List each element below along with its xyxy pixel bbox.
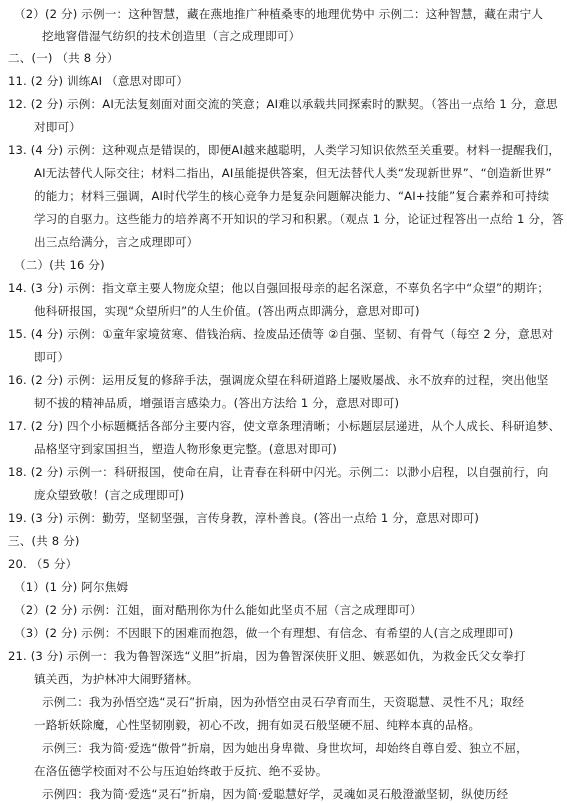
- text-line: 在洛伍德学校面对不公与压迫始终敢于反抗、绝不妥协。: [34, 764, 328, 778]
- answer-21: 21. (3 分) 示例一：我为鲁智深选“义胆”折扇，因为鲁智深侠肝义胆、嫉恶如仇，为救金氏父女拳打: [8, 649, 526, 663]
- answer-20-1: （1）(1 分) 阿尔焦姆: [14, 580, 129, 594]
- text-line: 韧不拔的精神品质，增强语言感染力。(答出方法给 1 分，意思对即可): [34, 396, 400, 410]
- answer-20-3: （3）(2 分) 示例：不因眼下的困难而抱怨，做一个有理想、有信念、有希望的人(言之成理即可): [14, 626, 514, 640]
- answer-14: 14. (3 分) 示例：指文章主要人物庞众望；他以自强回报母亲的起名深意，不辜负名字中“众望”的期许；: [8, 281, 550, 295]
- example-paragraph: 示例二：我为孙悟空选“灵石”折扇，因为孙悟空由灵石孕育而生，天资聪慧、灵性不凡；取经: [42, 695, 525, 709]
- answer-11: 11. (2 分) 训练AI （意思对即可）: [8, 74, 189, 88]
- answer-12: 12. (2 分) 示例：AI无法复刻面对面交流的笑意；AI难以承载共同探索时的默契。（答出一点给 1 分，意思: [8, 97, 558, 111]
- text-line: 挖地窨借湿气纺织的技术创造里（言之成理即可）: [42, 29, 301, 43]
- answer-17: 17. (2 分) 四个小标题概括各部分主要内容，使文章条理清晰；小标题层层递进，从个人成长、科研追梦、: [8, 419, 561, 433]
- text-line: 对即可）: [34, 120, 81, 134]
- text-line: （2）(2 分) 示例一：这种智慧，藏在燕地推广种植桑枣的地理优势中 示例二：这种智慧，藏在肃宁人: [14, 7, 544, 21]
- text-line: 品格坚守到家国担当，塑造人物形象更完整。(意思对即可): [34, 442, 337, 456]
- text-line: 镇关西，为护林冲大闹野猪林。: [34, 672, 199, 686]
- section-heading: 三、(共 8 分): [8, 534, 80, 548]
- text-line: 出三点给满分，言之成理即可）: [34, 235, 199, 249]
- section-heading: 二、(一) （共 8 分）: [8, 51, 119, 65]
- answer-20-2: （2）(2 分) 示例：江姐，面对酷刑你为什么能如此坚贞不屈（言之成理即可）: [14, 603, 422, 617]
- answer-18: 18. (2 分) 示例一：科研报国，使命在肩，让青春在科研中闪光。示例二：以渺小启程，以自强前行，向: [8, 465, 549, 479]
- text-line: 庞众望致敬！(言之成理即可): [34, 488, 185, 502]
- text-line: 学习的自驱力。这些能力的培养离不开知识的学习和积累。（观点 1 分，论证过程答出一点给 1 分，答: [34, 212, 564, 226]
- text-line: 他科研报国，实现“众望所归”的人生价值。(答出两点即满分，意思对即可): [34, 304, 420, 318]
- answer-13: 13. (4 分) 示例：这种观点是错误的，即便AI越来越聪明，人类学习知识依然至关重要。材料一提醒我们，: [8, 143, 561, 157]
- answer-20: 20. （5 分）: [8, 557, 78, 571]
- text-line: 一路斩妖除魔，心性坚韧刚毅，初心不改，拥有如灵石般坚硬不屈、纯粹本真的品格。: [34, 718, 481, 732]
- example-paragraph: 示例四：我为简·爱选“灵石”折扇，因为简·爱聪慧好学，灵魂如灵石般澄澈坚韧，纵使历经: [42, 787, 509, 801]
- text-line: 即可）: [34, 350, 70, 364]
- example-paragraph: 示例三：我为简·爱选“傲骨”折扇，因为她出身卑微、身世坎坷，却始终自尊自爱、独立不屈，: [42, 741, 528, 755]
- text-line: 的能力；材料三强调，AI时代学生的核心竞争力是复杂问题解决能力、“AI+技能”复合素养和可持续: [34, 189, 550, 203]
- section-heading: （二）(共 16 分): [14, 258, 105, 272]
- answer-16: 16. (2 分) 示例：运用反复的修辞手法，强调庞众望在科研道路上屡败屡战、永不放弃的过程，突出他坚: [8, 373, 549, 387]
- answer-19: 19. (3 分) 示例：勤劳，坚韧坚强，言传身教，淳朴善良。(答出一点给 1 分，意思对即可): [8, 511, 480, 525]
- answer-15: 15. (4 分) 示例：①童年家境贫寒、借钱治病、捡废品还债等 ②自强、坚韧、有骨气（每空 2 分，意思对: [8, 327, 554, 341]
- text-line: AI无法替代人际交往；材料二指出，AI虽能提供答案，但无法替代人类“发现新世界”、“创造新世界”: [34, 166, 552, 180]
